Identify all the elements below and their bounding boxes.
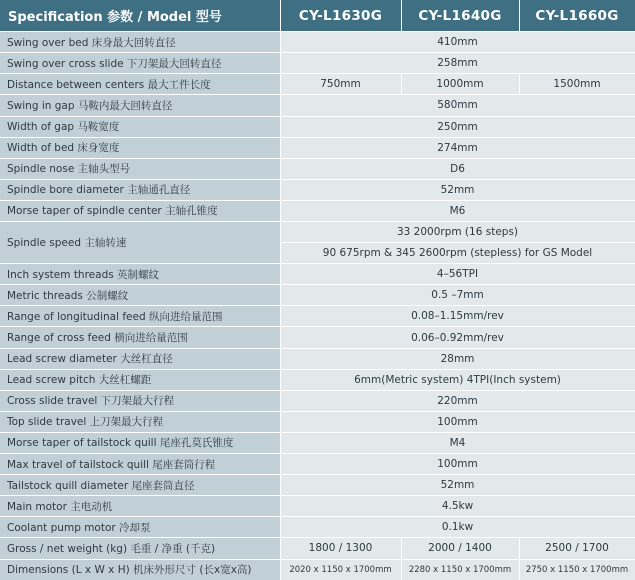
row-value: 250mm [280,116,635,137]
row-label: Top slide travel 上刀架最大行程 [0,411,280,432]
row-value: 4–56TPI [280,264,635,285]
row-label: Width of bed 床身宽度 [0,137,280,158]
row-value: 410mm [280,32,635,53]
row-spindle-nose [0,158,635,179]
row-gross-net-weight [0,538,635,559]
row-width-of-gap [0,116,635,137]
row-label: Morse taper of tailstock quill 尾座孔莫氏锥度 [0,432,280,453]
row-value: M4 [280,432,635,453]
row-label: Spindle bore diameter 主轴通孔直径 [0,179,280,200]
row-value: 580mm [280,95,635,116]
row-label: Range of cross feed 横向进给量范围 [0,327,280,348]
row-longitudinal-feed [0,306,635,327]
row-coolant-pump-motor [0,517,635,538]
row-value: 258mm [280,53,635,74]
row-value: 100mm [280,411,635,432]
header-model-l1630g: CY-L1630G [280,0,401,32]
row-cross-feed [0,327,635,348]
row-spindle-speed [0,222,635,243]
row-tailstock-quill-travel [0,454,635,475]
row-label: Gross / net weight (kg) 毛重 / 净重 (千克) [0,538,280,559]
row-swing-over-bed [0,32,635,53]
row-swing-over-cross-slide [0,53,635,74]
row-value-stepless: 90 675rpm & 345 2600rpm (stepless) for GS Model [280,243,635,264]
row-label: Cross slide travel 下刀架最大行程 [0,390,280,411]
row-label: Morse taper of spindle center 主轴孔锥度 [0,200,280,221]
row-value: 28mm [280,348,635,369]
row-value-l1630g: 2020 x 1150 x 1700mm [280,559,401,580]
row-inch-threads [0,264,635,285]
row-label: Range of longitudinal feed 纵向进给量范围 [0,306,280,327]
row-lead-screw-pitch [0,369,635,390]
row-top-slide-travel [0,411,635,432]
row-label: Main motor 主电动机 [0,496,280,517]
row-value: 100mm [280,454,635,475]
row-label: Distance between centers 最大工件长度 [0,74,280,95]
header-row [0,0,635,32]
row-main-motor [0,496,635,517]
header-model-l1660g: CY-L1660G [519,0,635,32]
row-value-l1660g: 1500mm [519,74,635,95]
row-value-l1630g: 1800 / 1300 [280,538,401,559]
row-metric-threads [0,285,635,306]
row-label: Inch system threads 英制螺纹 [0,264,280,285]
row-width-of-bed [0,137,635,158]
row-value: 52mm [280,179,635,200]
row-value-l1660g: 2750 x 1150 x 1700mm [519,559,635,580]
row-tailstock-quill-diameter [0,475,635,496]
row-lead-screw-diameter [0,348,635,369]
row-value: 0.08–1.15mm/rev [280,306,635,327]
row-label: Tailstock quill diameter 尾座套筒直径 [0,475,280,496]
row-value-l1640g: 1000mm [401,74,519,95]
row-label: Spindle nose 主轴头型号 [0,158,280,179]
row-value-l1640g: 2280 x 1150 x 1700mm [401,559,519,580]
row-value: 6mm(Metric system) 4TPI(Inch system) [280,369,635,390]
row-label: Max travel of tailstock quill 尾座套筒行程 [0,454,280,475]
row-spindle-bore-diameter [0,179,635,200]
row-value-l1640g: 2000 / 1400 [401,538,519,559]
row-value-l1660g: 2500 / 1700 [519,538,635,559]
row-value: M6 [280,200,635,221]
row-label: Swing over cross slide 下刀架最大回转直径 [0,53,280,74]
row-value-l1630g: 750mm [280,74,401,95]
row-value: 4.5kw [280,496,635,517]
row-morse-taper-spindle [0,200,635,221]
row-label: Dimensions (L x W x H) 机床外形尺寸 (长x宽x高) [0,559,280,580]
row-dimensions [0,559,635,580]
row-label: Lead screw pitch 大丝杠螺距 [0,369,280,390]
row-cross-slide-travel [0,390,635,411]
row-label: Coolant pump motor 冷却泵 [0,517,280,538]
row-distance-between-centers [0,74,635,95]
row-label: Swing over bed 床身最大回转直径 [0,32,280,53]
row-value: 274mm [280,137,635,158]
row-value: 0.06–0.92mm/rev [280,327,635,348]
row-value: 220mm [280,390,635,411]
row-label: Metric threads 公制螺纹 [0,285,280,306]
row-label: Swing in gap 马鞍内最大回转直径 [0,95,280,116]
row-value: 0.5 –7mm [280,285,635,306]
row-morse-taper-tailstock [0,432,635,453]
row-value-steps: 33 2000rpm (16 steps) [280,222,635,243]
header-model-l1640g: CY-L1640G [401,0,519,32]
row-swing-in-gap [0,95,635,116]
row-value: 52mm [280,475,635,496]
row-label: Width of gap 马鞍宽度 [0,116,280,137]
header-spec: Specification 参数 / Model 型号 [0,0,280,32]
row-value: D6 [280,158,635,179]
row-label: Lead screw diameter 大丝杠直径 [0,348,280,369]
row-value: 0.1kw [280,517,635,538]
row-label: Spindle speed 主轴转速 [0,222,280,264]
